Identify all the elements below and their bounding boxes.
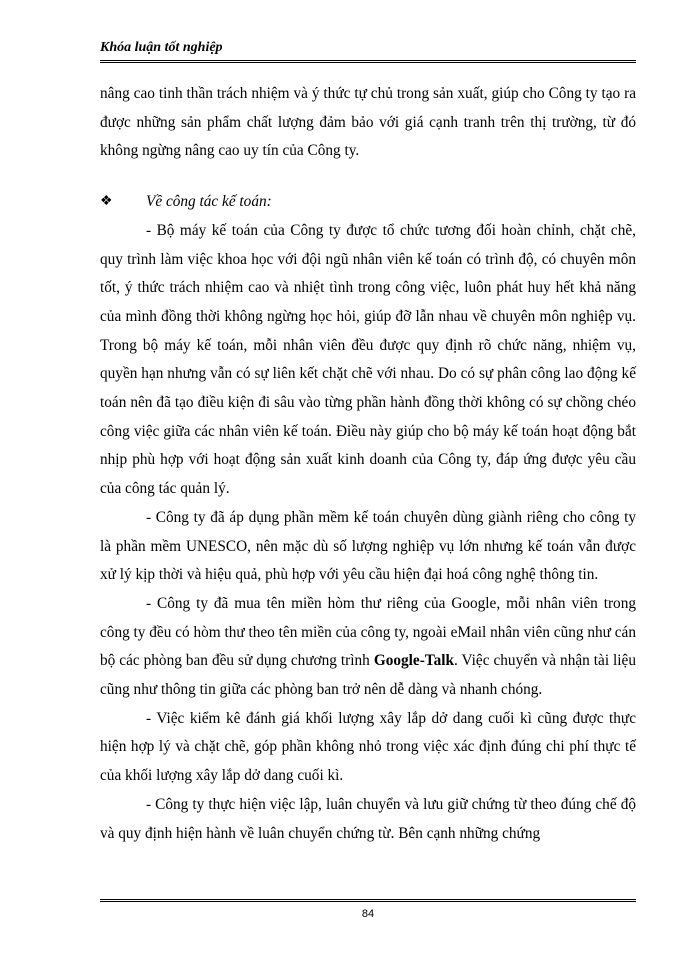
paragraph-documents: - Công ty thực hiện việc lập, luân chuyển và lưu giữ chứng từ theo đúng chế độ và quy định hiện hành về luân chuyển chứng từ. Bên cạnh những chứng xyxy=(100,795,636,842)
section-heading-text: Về công tác kế toán: xyxy=(146,193,272,211)
diamond-bullet-icon: ❖ xyxy=(100,194,113,210)
paragraph-inventory: - Việc kiểm kê đánh giá khối lượng xây lắp dở dang cuối kì cũng được thực hiện hợp lý và chặt chẽ, góp phần không nhỏ trong việc xác định đúng chi phí thực tế của khối lượng xây lắp dở dang cuối kì. xyxy=(100,709,636,785)
paragraph-email-text-2: . Việc chuyển và nhận tài liệu cũng như thông tin giữa các phòng ban trở nên dễ dàng và nhanh chóng. xyxy=(100,652,636,699)
header-divider xyxy=(100,60,636,63)
paragraph-accounting-structure: - Bộ máy kế toán của Công ty được tổ chức tương đối hoàn chỉnh, chặt chẽ, quy trình làm việc khoa học với đội ngũ nhân viên kế toán có trình độ, có chuyên môn tốt, ý thức trách nhiệm cao và nhiệt tình trong công việc, luôn phát huy hết khả năng của mình đồng thời không ngừng học hỏi, giúp đỡ lẫn nhau về chuyên môn nghiệp vụ. Trong bộ máy kế toán, mỗi nhân viên đều được quy định rõ chức năng, nhiệm vụ, quyền hạn nhưng vẫn có sự liên kết chặt chẽ với nhau. Do có sự phân công lao động kế toán nên đã tạo điều kiện đi sâu vào từng phần hành đồng thời không có sự chồng chéo công việc giữa các nhân viên kế toán. Điều này giúp cho bộ máy kế toán hoạt động bắt nhịp phù hợp với hoạt động sản xuất kinh doanh của Công ty, đáp ứng được yêu cầu của công tác quản lý. xyxy=(100,221,636,498)
paragraph-email xyxy=(100,590,636,705)
google-talk-term: Google-Talk xyxy=(373,652,454,670)
page-header-title: Khóa luận tốt nghiệp xyxy=(100,40,223,55)
intro-paragraph: nâng cao tinh thần trách nhiệm và ý thức tự chủ trong sản xuất, giúp cho Công ty tạo ra được những sản phẩm chất lượng đảm bảo với giá cạnh tranh trên thị trường, từ đó không ngừng nâng cao uy tín của Công ty. xyxy=(100,85,636,160)
document-body xyxy=(100,80,636,848)
page-number: 84 xyxy=(361,908,375,920)
footer-divider xyxy=(100,899,636,902)
paragraph-software: - Công ty đã áp dụng phần mềm kế toán chuyên dùng giành riêng cho công ty là phần mềm UNESCO, nên mặc dù số lượng nghiệp vụ lớn nhưng kế toán vẫn được xử lý kịp thời và hiệu quả, phù hợp với yêu cầu hiện đại hoá công nghệ thông tin. xyxy=(100,508,636,584)
paragraph-email-text-1: - Công ty đã mua tên miền hòm thư riêng của Google, mỗi nhân viên trong công ty đều có hòm thư theo tên miền của công ty, ngoài eMail nhân viên cũng như cán bộ các phòng ban đều sử dụng chương trình xyxy=(100,594,636,670)
section-heading xyxy=(100,188,636,217)
